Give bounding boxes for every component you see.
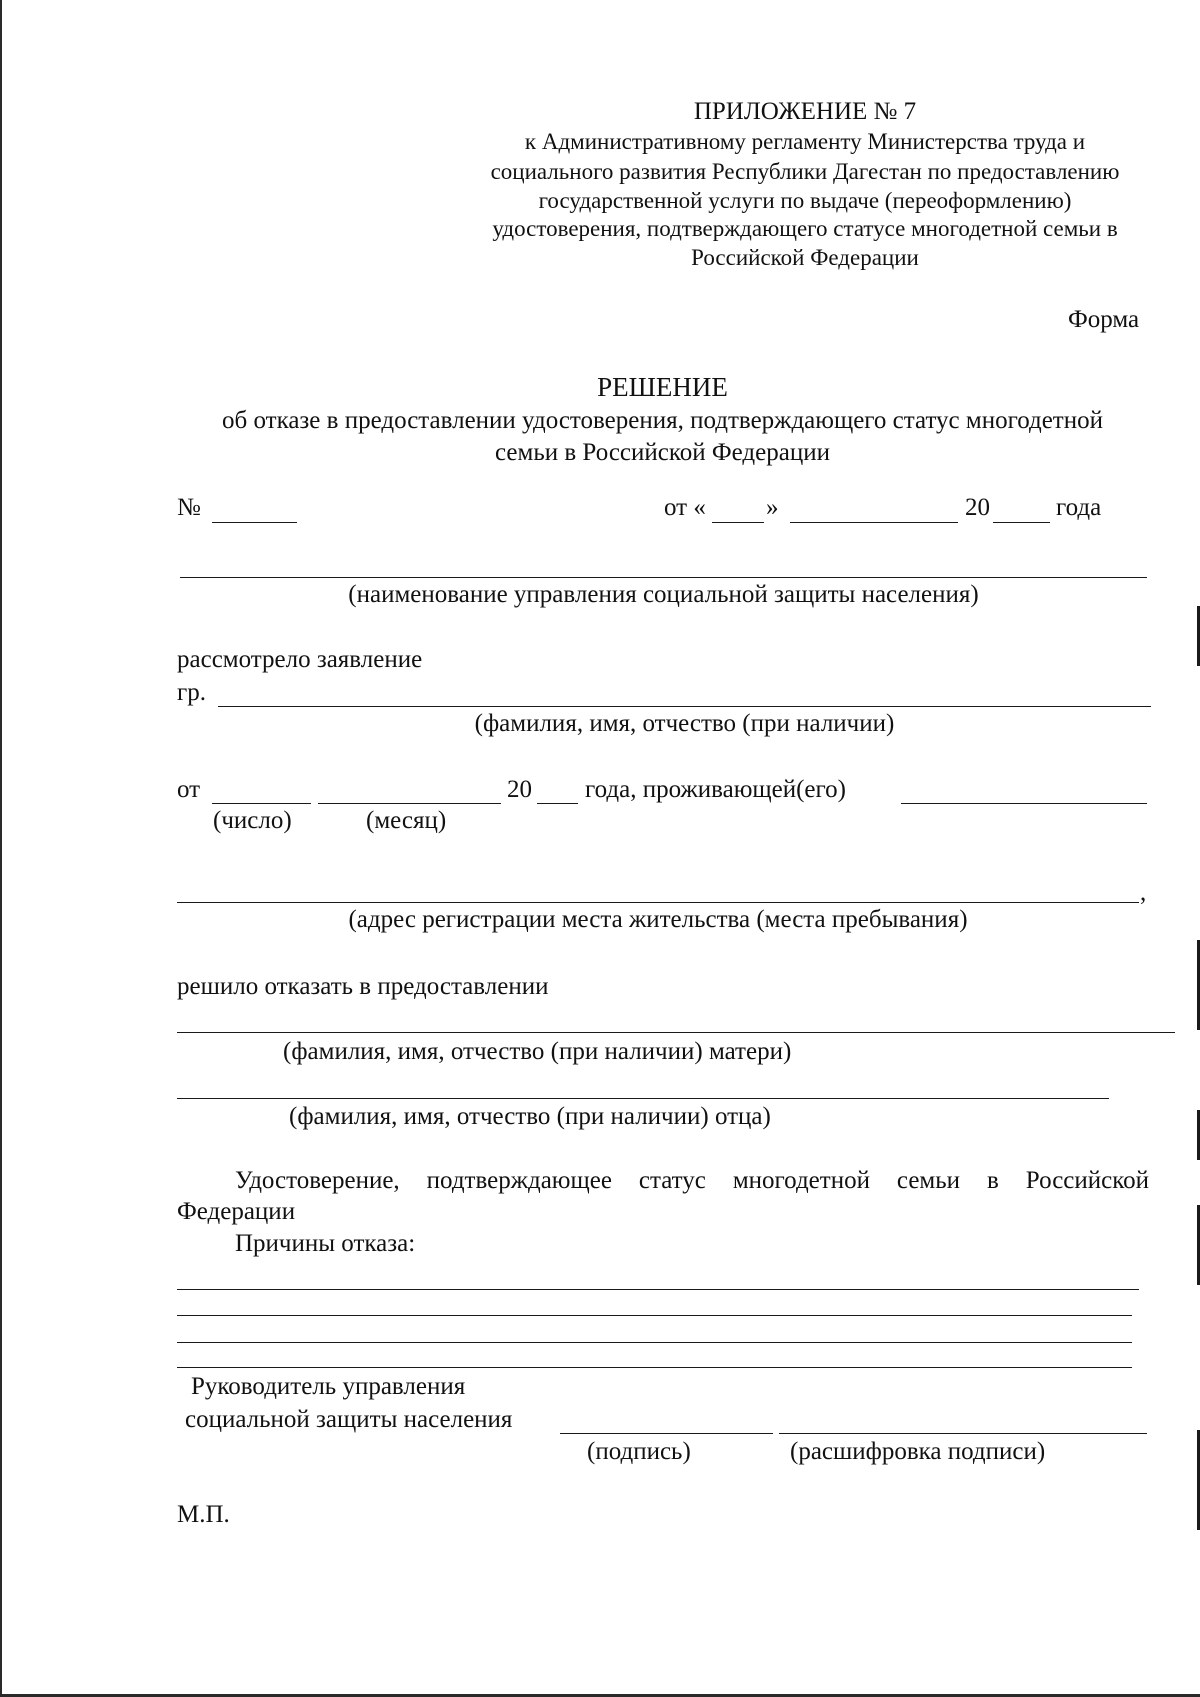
header-line: удостоверения, подтверждающего статусе многодетной семьи в [492, 216, 1118, 241]
reason-line [177, 1315, 1132, 1316]
certificate-line1: Удостоверение, подтверждающее статус многодетной семьи в Российской [235, 1167, 1149, 1194]
reason-line [177, 1289, 1139, 1290]
living-text: года, проживающей(его) [585, 776, 846, 803]
address-caption: (адрес регистрации места жительства (места пребывания) [348, 906, 968, 933]
signature-decoding-line [779, 1433, 1147, 1434]
decision-text: решило отказать в предоставлении [177, 973, 549, 1000]
signature-line [560, 1433, 773, 1434]
certificate-line2: Федерации [177, 1198, 296, 1225]
address-field-line [177, 902, 1139, 903]
address-comma: , [1140, 879, 1147, 906]
month-caption: (месяц) [366, 807, 447, 834]
father-fio-line [177, 1098, 1109, 1099]
department-caption: (наименование управления социальной защиты населения) [348, 581, 979, 608]
header-line: Российской Федерации [691, 245, 919, 270]
birth-day-line [212, 803, 311, 804]
birth-month-line [318, 803, 501, 804]
document-title: РЕШЕНИЕ [597, 372, 728, 402]
header-line: социального развития Республики Дагестан по предоставлению [490, 159, 1120, 184]
mother-fio-line [177, 1032, 1175, 1033]
date-close-quote: » [766, 494, 779, 521]
year-suffix: года [1056, 494, 1102, 521]
citizen-fio-line [218, 706, 1151, 707]
living-place-line [901, 803, 1147, 804]
day-caption: (число) [213, 807, 292, 834]
birth-year-line [537, 803, 578, 804]
month-field-line [790, 522, 958, 523]
date-from-label: от « [664, 494, 706, 521]
document-subtitle-line2: семьи в Российской Федерации [495, 439, 830, 466]
considered-text: рассмотрело заявление [177, 646, 423, 673]
reason-line [177, 1367, 1132, 1368]
appendix-title: ПРИЛОЖЕНИЕ № 7 [693, 98, 917, 125]
header-line: к Административному регламенту Министерства труда и [524, 129, 1086, 154]
scan-edge-left [0, 0, 2, 1697]
department-field-line [180, 577, 1147, 578]
stamp-place: М.П. [177, 1501, 230, 1528]
birth-year-prefix: 20 [507, 776, 532, 803]
day-field-line [712, 522, 764, 523]
year-prefix: 20 [965, 494, 990, 521]
decoding-caption: (расшифровка подписи) [790, 1438, 1046, 1465]
number-field-line [212, 522, 297, 523]
document-subtitle-line1: об отказе в предоставлении удостоверения, подтверждающего статус многодетной [222, 407, 1103, 434]
head-role-line1: Руководитель управления [191, 1373, 466, 1400]
date-from-text: от [177, 776, 201, 803]
citizen-fio-caption: (фамилия, имя, отчество (при наличии) [474, 710, 895, 737]
signature-caption: (подпись) [587, 1438, 691, 1465]
mother-fio-caption: (фамилия, имя, отчество (при наличии) матери) [283, 1038, 792, 1065]
citizen-prefix: гр. [177, 679, 207, 706]
form-label: Форма [1068, 306, 1140, 333]
reasons-label: Причины отказа: [235, 1230, 416, 1257]
head-role-line2: социальной защиты населения [185, 1406, 513, 1433]
header-line: государственной услуги по выдаче (переоформлению) [538, 188, 1072, 213]
number-sign: № [177, 494, 201, 521]
year-field-line [993, 522, 1050, 523]
father-fio-caption: (фамилия, имя, отчество (при наличии) отца) [289, 1103, 771, 1130]
reason-line [177, 1342, 1132, 1343]
